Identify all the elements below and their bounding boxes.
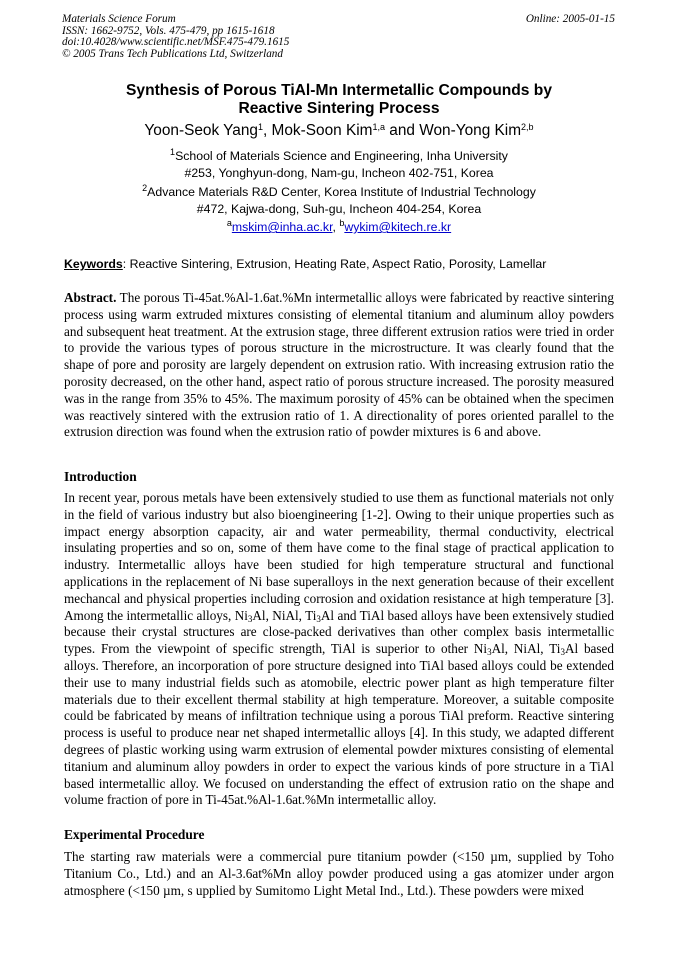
- author-affiliation-marker: 1,a: [372, 122, 385, 132]
- journal-header: [62, 14, 289, 60]
- keywords-text: Reactive Sintering, Extrusion, Heating Rate, Aspect Ratio, Porosity, Lamellar: [126, 257, 547, 271]
- journal-name: Materials Science Forum: [62, 13, 176, 25]
- experimental-heading: Experimental Procedure: [64, 827, 205, 842]
- email-link-a[interactable]: mskim@inha.ac.kr: [231, 220, 333, 234]
- email-link-b[interactable]: wykim@kitech.re.kr: [344, 220, 452, 234]
- email-separator: ,: [332, 220, 340, 234]
- email-marker: a: [226, 218, 232, 228]
- author-name: Won-Yong Kim: [419, 122, 522, 139]
- abstract: [64, 290, 614, 441]
- author-affiliation-marker: 2,b: [521, 122, 534, 132]
- introduction-paragraph: In recent year, porous metals have been extensively studied to use them as functional materials not only in the field of various industry but also bioengineering [1-2]. Owing to their unique properties such as impact energy absorption capacity, air and water permeability, thermal conductivity, electrical insulating properties and so on, some of them have come to the final stage of practical application to industry. Intermetallic alloys have been studied for high temperature structural and functional applications in the replacement of Ni base superalloys in the next generation because of their excellent mechancal and physical properties including corrosion and oxidation resistance at high temperature [3]. Among the intermetallic alloys, $Ni_3Al$, NiAl, $Ti_3Al$ and TiAl based alloys have been extensively studied because their crystal structures are close-packed derivatives than other complex basis intermetallic types. From the viewpoint of specific strength, TiAl is superior to other $Ni_3Al$, NiAl, $Ti_3Al$ based alloys. Therefore, an incorporation of pore structure designed into TiAl based alloys could be extended their use to many industrial fields such as atomobile, electric power plant as high temperature filter materials due to their excellent thermal stability at high temperature. Moreover, a suitable composite could be fabricated by means of infiltration technique using a porous TiAl preform. Reactive sintering process is useful to produce near net shaped intermetallic alloys [4]. In this study, we adapted different degrees of plastic working using warm extrusion of elemental powder mixtures consisting of elemental titanium and aluminum alloy powders in order to expect the various kinds of pore structure in a TiAl based intermetallic alloy. We focused on understanding the effect of extrusion ratio on the shape and volume fraction of pore in Ti-45at.%Al-1.6at.%Mn intermetallic alloy.: [64, 490, 614, 808]
- author-separator: and: [385, 122, 420, 139]
- introduction-heading: Introduction: [64, 469, 137, 484]
- affiliation-2: [60, 184, 618, 217]
- author-name: Mok-Soon Kim: [271, 122, 373, 139]
- affiliation-marker: 2: [142, 183, 148, 193]
- abstract-label: Abstract.: [64, 290, 117, 305]
- title-line-1: Synthesis of Porous TiAl-Mn Intermetallic Compounds by: [126, 82, 552, 99]
- affiliation-line: $^1$School of Materials Science and Engineering, Inha University: [170, 147, 508, 163]
- keywords-colon: :: [122, 257, 127, 271]
- keywords-label: Keywords: [64, 257, 123, 271]
- author-list: [60, 121, 618, 140]
- journal-copyright: © 2005 Trans Tech Publications Ltd, Switzerland: [62, 47, 283, 60]
- affiliation-marker: 1: [170, 147, 176, 157]
- experimental-paragraph: The starting raw materials were a commercial pure titanium powder (<150 µm, supplied by Toho Titanium Co., Ltd.) and an Al-3.6at%Mn alloy powder produced using a gas atomizer under argon atmosphere (<150 µm, s upplied by Sumitomo Light Metal Ind., Ltd.). These powders were mixed: [64, 849, 614, 898]
- email-marker: b: [339, 218, 345, 228]
- online-date: Online: 2005-01-15: [525, 13, 615, 25]
- paper-title: [60, 82, 618, 118]
- journal-issn: ISSN: 1662-9752, Vols. 475-479, pp 1615-1618: [62, 24, 275, 37]
- affiliation-line: #472, Kajwa-dong, Suh-gu, Incheon 404-254, Korea: [196, 201, 482, 216]
- title-line-2: Reactive Sintering Process: [238, 100, 440, 117]
- journal-doi: doi:10.4028/www.scientific.net/MSF.475-479.1615: [62, 36, 290, 49]
- affiliation-line: #253, Yonghyun-dong, Nam-gu, Incheon 402-751, Korea: [184, 165, 494, 180]
- abstract-text: The porous Ti-45at.%Al-1.6at.%Mn intermetallic alloys were fabricated by reactive sintering process using warm extruded mixtures consisting of elemental titanium and aluminum alloy powders and subsequent heat treatment. At the extrusion stage, three different extrusion ratios were tried in order to provide the various types of porous structure in the microstructure. It was clearly found that the shape of pore and porosity are largely dependent on extrusion ratio. With increasing extrusion ratio the porosity decreased, on the other hand, aspect ratio of porous structure increased. The porosity measured was in the range from 35% to 45%. The maximum porosity of 45% can be obtained when the specimen was reactively sintered with the extrusion ratio of 1. A directionality of pores oriented parallel to the extrusion direction was found when the extrusion ratio of powder mixtures is 6 and above.: [64, 290, 614, 440]
- author-separator: ,: [262, 122, 272, 139]
- affiliation-1: [60, 148, 618, 181]
- author-affiliation-marker: 1: [257, 122, 263, 132]
- affiliation-line: $^2$Advance Materials R&D Center, Korea Institute of Industrial Technology: [142, 183, 536, 199]
- author-emails: [60, 219, 618, 235]
- keywords: [64, 256, 546, 272]
- author-name: Yoon-Seok Yang: [144, 122, 258, 139]
